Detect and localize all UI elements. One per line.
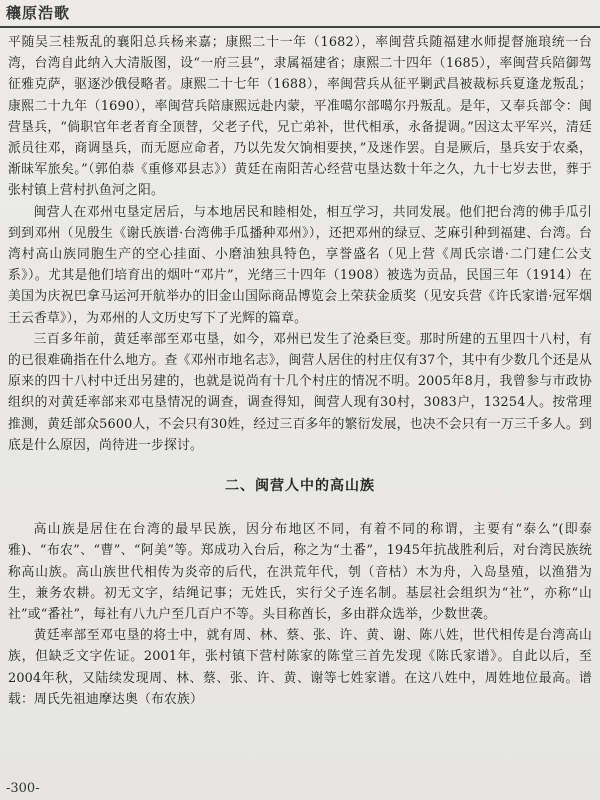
paragraph: 三百多年前，黄廷率部至邓屯垦，如今，邓州已发生了沧桑巨变。那时所建的五里四十八村，有的已很难确指在什么地方。查《邓州市地名志》，闽营人居住的村庄仅有37个，其中有少数几个还是从原来的四十八村中迁出另建的，也就是说尚有十几个村庄的情况不明。2005年8月，我曾参与市政协组织的对黄廷率部来邓屯垦情况的调查，调查得知，闽营人现有30村，3083户，13254人。按常理推测，黄廷部众5600人，不会只有30姓，经过三百多年的繁衍发展，也决不会只有一万三千多人。到底是什么原因，尚待进一步探讨。 — [8, 331, 592, 453]
body-text — [8, 32, 592, 710]
running-head: 穰原浩歌 — [6, 4, 71, 22]
page-number: -300- — [6, 781, 40, 796]
paragraph: 高山族是居住在台湾的最早民族，因分布地区不同，有着不同的称谓，主要有“泰么”(即泰雅)、“布农”、“曹”、“阿美”等。郑成功入台后，称之为“土番”，1945年抗战胜利后，对台湾民族统称高山族。高山族世代相传为炎帝的后代，在洪荒年代，刳（音枯）木为舟，入岛垦殖，以渔猎为生，兼务农耕。初无文字，结绳记事；无姓氏，实行父子连名制。基层社会组织为“社”，亦称“山社”或“番社”，每社有八九户至几百户不等。头目称酋长，多由群众选举，少数世袭。 — [8, 522, 592, 623]
paragraph: 闽营人在邓州屯垦定居后，与本地居民和睦相处，相互学习，共同发展。他们把台湾的佛手瓜引到到邓州（见殷生《谢氏族谱·台湾佛手瓜播种邓州》），还把邓州的绿豆、芝麻引种到福建、台湾。台湾村高山族同胞生产的空心挂面、小磨油独具特色，享誉盛名（见上营《周氏宗谱·二门建仁公支系》）。尤其是他们培育出的烟叶“邓片”，光绪三十四年（1908）被选为贡品，民国三年（1914）在美国为庆祝巴拿马运河开航举办的旧金山国际商品博览会上荣获金质奖（见安兵营《许氏家谱·冠军烟王云香草》），为邓州的人文历史写下了光辉的篇章。 — [8, 204, 592, 326]
paragraph: 平随吴三桂叛乱的襄阳总兵杨来嘉；康熙二十一年（1682），率闽营兵随福建水师提督施琅统一台湾，台湾自此纳入大清版图，设“一府三县”，隶属福建省；康熙二十四年（1685），率闽营兵陪御驾征雅克萨，驱逐沙俄侵略者。康熙二十七年（1688），率闽营兵从征平剿武昌被裁标兵夏逢龙叛乱；康熙二十九年（1690），率闽营兵陪康熙远赴内蒙，平准噶尔部噶尔丹叛乱。是年，又奉兵部令：闽营垦兵，“倘职官年老者育全顶替，父老子代，兄亡弟补，世代相承，永备提调。”因这太平军兴，清廷派员往邓，商调垦兵，而无愿应命者，乃以先发欠饷相要挟，”及迷作罢。自是厥后，垦兵安于农桑，渐昧军旅矣。”（郭伯恭《重修邓县志》）黄廷在南阳苦心经营屯垦达数十年之久，九十七岁去世，葬于张村镇上营村扒鱼河之阳。 — [8, 35, 592, 199]
section-heading: 二、闽营人中的高山族 — [225, 478, 375, 495]
header-rule — [0, 26, 600, 28]
paragraph: 黄廷率部至邓屯垦的将士中，就有周、林、蔡、张、许、黄、谢、陈八姓，世代相传是台湾高山族，但缺乏文字佐证。2001年，张村镇下营村陈家的陈堂三首先发现《陈氏家谱》。自此以后，至2004年秋，又陆续发现周、林、蔡、张、许、黄、谢等七姓家谱。在这八姓中，周姓地位最高。谱载：周氏先祖迪摩达奥（布农族） — [8, 628, 592, 707]
